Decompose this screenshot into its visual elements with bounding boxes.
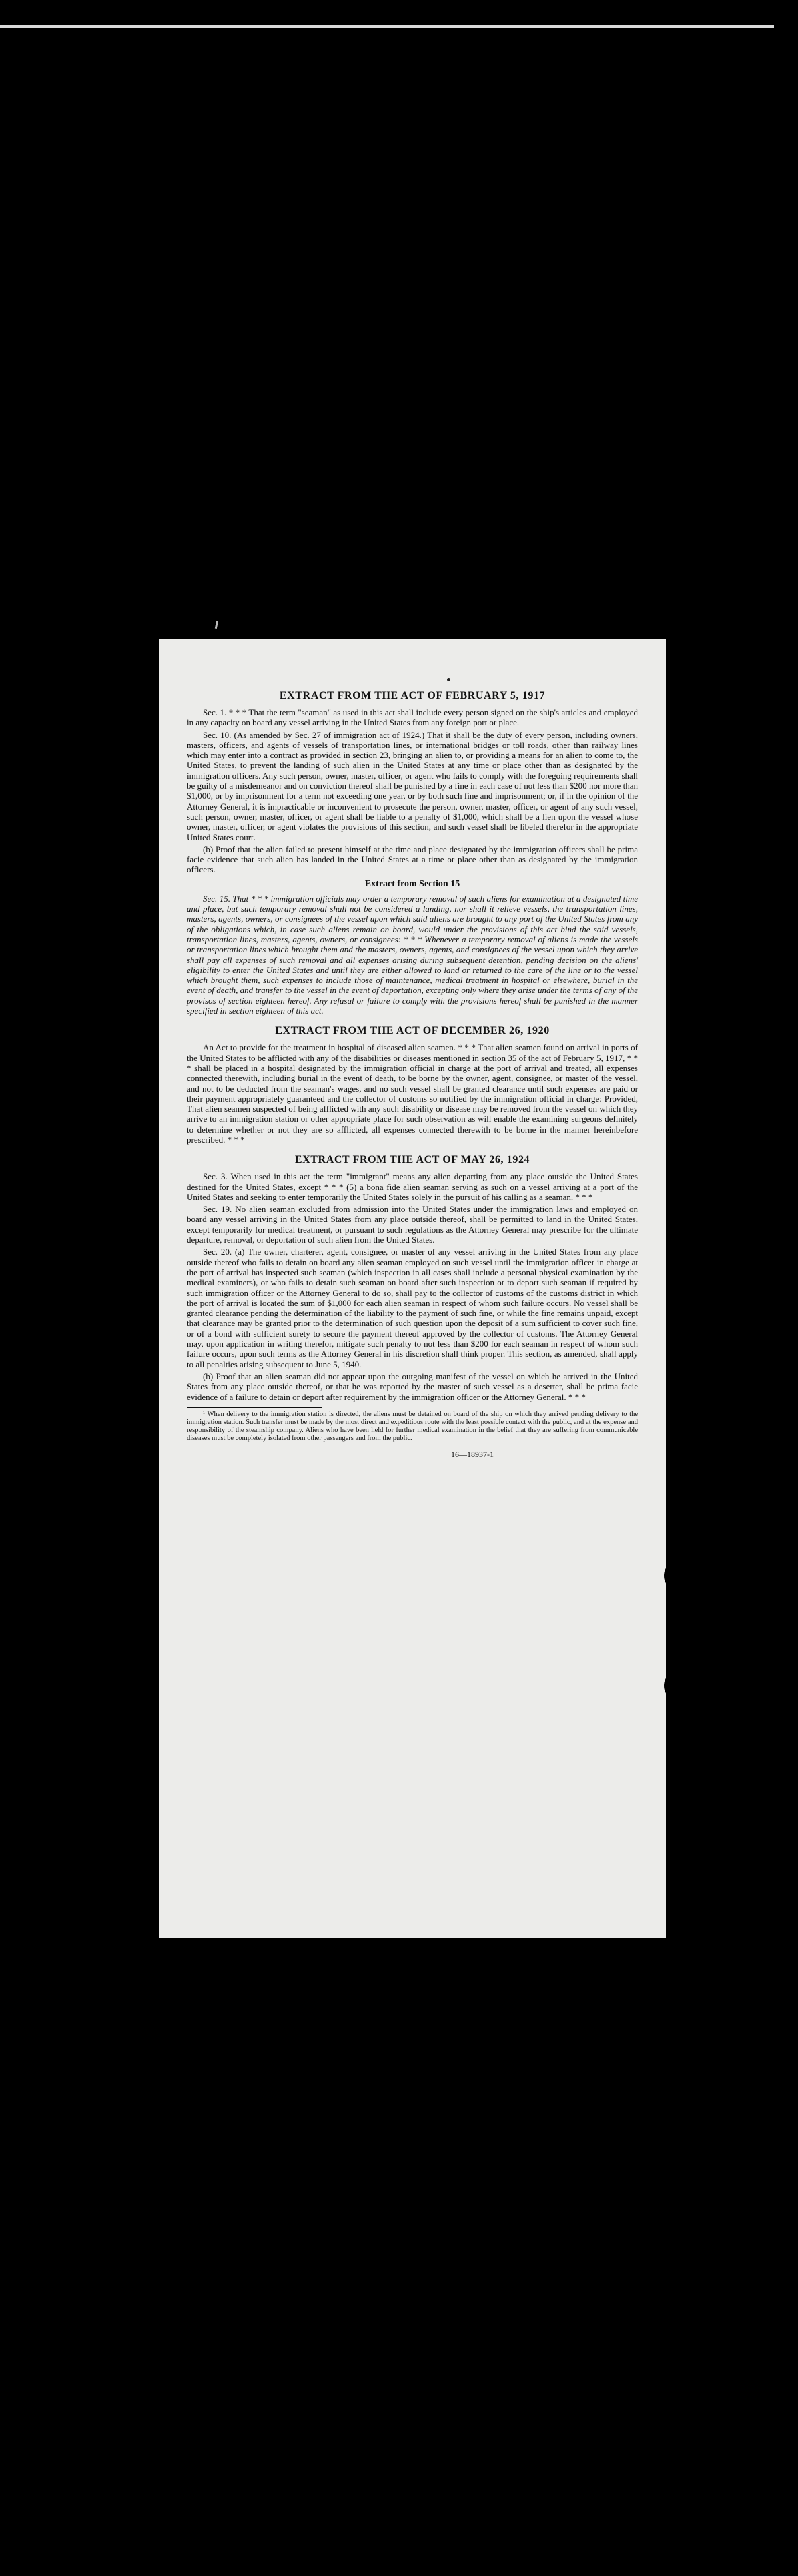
paragraph-sec-15: Sec. 15. That * * * immigration officials may order a temporary removal of such aliens for examination at a designated time and place, but such temporary removal shall not be considered a landing, nor shall it relieve vessels, the transportation lines, masters, agents, owners, or consignees of the vessel upon which said aliens are brought to any port of the United States from any of the obligations which, in case such aliens remain on board, would under the provisions of this act bind the said vessels, transportation lines, masters, agents, owners, or consignees: * * * Whenever a temporary removal of aliens is made the vessels or transportation lines which brought them and the masters, owners, agents, and consignees of the vessel upon which they arrive shall pay all expenses of such removal and all expenses arising during subsequent detention, pending decision on the aliens' eligibility to enter the United States and until they are either allowed to land or returned to the care of the line or to the vessel which brought them, such expenses to include those of maintenance, medical treatment in hospital or elsewhere, burial in the event of death, and transfer to the vessel in the event of deportation, excepting only where they arise under the terms of any of the provisos of section eighteen hereof. Any refusal or failure to comply with the provisions hereof shall be punished in the manner specified in section eighteen of this act. xyxy=(187,893,638,1016)
heading-act-may-1924: EXTRACT FROM THE ACT OF MAY 26, 1924 xyxy=(294,1154,530,1166)
punch-hole xyxy=(664,1560,666,1591)
punch-hole xyxy=(664,1670,666,1701)
paragraph-sec-10: Sec. 10. (As amended by Sec. 27 of immigration act of 1924.) That it shall be the duty of every person, including owners, masters, officers, and agents of vessels of transportation lines, or international bridges or toll roads, other than railway lines which may enter into a contract as provided in section 23, bringing an alien to, or providing a means for an alien to come to, the United States, to prevent the landing of such alien in the United States at any time or place other than as designated by the immigration officers. Any such person, owner, master, officer, or agent who fails to comply with the foregoing requirements shall be guilty of a misdemeanor and on conviction thereof shall be punished by a fine in each case of not less than $200 nor more than $1,000, or by imprisonment for a term not exceeding one year, or by both such fine and imprisonment; or, if in the opinion of the Attorney General, it is impracticable or inconvenient to prosecute the person, owner, master, officer, or agent of any such vessel, such person, owner, master, officer, or agent shall be liable to a penalty of $1,000, which shall be a lien upon the vessel whose owner, master, officer, or agent violates the provisions of this section, and such vessel shall be libeled therefor in the appropriate United States court. xyxy=(187,729,638,842)
paragraph-sec-10b: (b) Proof that the alien failed to present himself at the time and place designated by the immigration officers shall be prima facie evidence that such alien has landed in the United States at a time or place other than as designated by the immigration officers. xyxy=(187,844,638,875)
publication-number: 16—18937-1 xyxy=(451,1449,494,1459)
scanner-edge-line xyxy=(0,25,774,28)
scan-artifact-mark xyxy=(215,621,218,629)
heading-act-dec-1920: EXTRACT FROM THE ACT OF DECEMBER 26, 1920 xyxy=(275,1025,550,1037)
paragraph-sec-20a: Sec. 20. (a) The owner, charterer, agent, consignee, or master of any vessel arriving in the United States from any place outside thereof who fails to detain on board any alien seaman employed on such vessel until the immigration officer in charge at the port of arrival has inspected such seaman (which inspection in all cases shall include a personal physical examination by the medical examiners), or who fails to detain such seaman on board after such inspection or to deport such seaman if required by such immigration officer or the Attorney General to do so, shall pay to the collector of customs of the customs district in which the port of arrival is located the sum of $1,000 for each alien seaman in respect of whom such failure occurs. No vessel shall be granted clearance pending the determination of the liability to the payment of such fine, or while the fine remains unpaid, except that clearance may be granted prior to the determination of such question upon the deposit of a sum sufficient to cover such fine, or of a bond with sufficient surety to secure the payment thereof approved by the collector of customs. The Attorney General may, upon application in writing therefor, mitigate such penalty to not less than $200 for each seaman in respect of whom such failure occurs, upon such terms as the Attorney General in his discretion shall think proper. This section, as amended, shall apply to all penalties arising subsequent to June 5, 1940. xyxy=(187,1247,638,1369)
footnote: ¹ When delivery to the immigration station is directed, the aliens must be detained on board of the ship on which they arrived pending delivery to the immigration station. Such transfer must be made by the most direct and expeditious route with the least possible contact with the public, and at the expense and responsibility of the steamship company. Aliens who have been held for further medical examination in the belief that they are suffering from communicable diseases must be completely isolated from other passengers and from the public. xyxy=(187,1410,638,1442)
paragraph-act-1920: An Act to provide for the treatment in hospital of diseased alien seamen. * * * That alien seamen found on arrival in ports of the United States to be afflicted with any of the disabilities or diseases mentioned in section 35 of the act of February 5, 1917, * * * shall be placed in a hospital designated by the immigration official in charge at the port of arrival and treated, all expenses connected therewith, including burial in the event of death, to be borne by the owner, agent, consignee, or master of the vessel, and not to be deducted from the seaman's wages, and no such vessel shall be granted clearance until such expenses are paid or their payment appropriately guaranteed and the collector of customs so notified by the immigration official in charge: Provided, That alien seamen suspected of being afflicted with any such disability or disease may be removed from the vessel on which they arrive to an immigration station or other appropriate place for such observation as will enable the examining surgeons definitely to determine whether or not they are so afflicted, all expenses connected therewith to be borne in the manner hereinbefore prescribed. * * * xyxy=(187,1042,638,1145)
footnote-divider xyxy=(187,1407,322,1408)
page-dot-mark xyxy=(447,678,450,681)
paragraph-sec-20b: (b) Proof that an alien seaman did not appear upon the outgoing manifest of the vessel on which he arrived in the United States from any place outside thereof, or that he was reported by the master of such vessel as a deserter, shall be prima facie evidence of a failure to detain or deport after requirement by the immigration officer or the Attorney General. * * * xyxy=(187,1371,638,1402)
heading-act-feb-1917: EXTRACT FROM THE ACT OF FEBRUARY 5, 1917 xyxy=(279,690,546,701)
paragraph-sec-1: Sec. 1. * * * That the term "seaman" as used in this act shall include every person signed on the ship's articles and employed in any capacity on board any vessel arriving in the United States from any foreign port or place. xyxy=(187,707,638,728)
paragraph-sec-19: Sec. 19. No alien seaman excluded from admission into the United States under the immigration laws and employed on board any vessel arriving in the United States from any place outside thereof, shall be permitted to land in the United States, except temporarily for medical treatment, or pursuant to such regulations as the Attorney General may prescribe for the ultimate departure, removal, or deportation of such alien from the United States. xyxy=(187,1204,638,1245)
document-page xyxy=(159,639,666,1938)
paragraph-sec-3: Sec. 3. When used in this act the term "immigrant" means any alien departing from any place outside the United States destined for the United States, except * * * (5) a bona fide alien seaman serving as such on a vessel arriving at a port of the United States and seeking to enter temporarily the United States solely in the pursuit of his calling as a seaman. * * * xyxy=(187,1171,638,1202)
heading-section-15: Extract from Section 15 xyxy=(364,878,460,889)
